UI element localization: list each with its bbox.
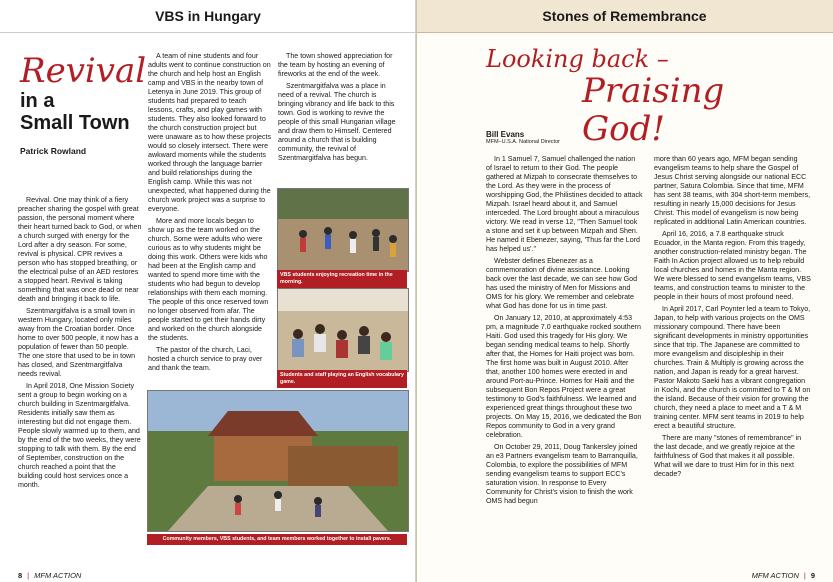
caption-vocab-game: Students and staff playing an English vocabulary game. [277, 370, 407, 388]
right-title-script-2: Praising God! [582, 71, 725, 149]
right-author-role: MFM–U.S.A. National Director [486, 139, 560, 145]
right-col1-paragraph: On January 12, 2010, at approximately 4:53 pm, a magnitude 7.0 earthquake rocked southern Haiti. God used this tragedy for His glory. We began sending medical teams to help. Shortly after that, the Homes for Haiti project was born. The first home was built in August 2010. After that, another 100 homes were erected in and around Port-au-Prince. Homes for Haiti and the subsequent Bon Repos Project were a great testimony to God's faithfulness. We learned and experienced great things throughout these two projects. On May 15, 2016, we dedicated the Bon Repos community to God in a very grand celebration. [486, 314, 642, 439]
left-col-2 [148, 52, 272, 376]
left-section-title: VBS in Hungary [155, 8, 261, 24]
right-col-1 [486, 155, 643, 509]
left-col3-paragraph: Szentmargitfalva was a place in need of a revival. The church is bringing vibrancy and life back to this town. God is working to revive the people of this small Hungarian village and draw them to Himself. Centered around a church that is building community, the revival of Szentmargitfalva has begun. [278, 82, 396, 162]
right-col2-paragraph: In April 2017, Carl Poynter led a team to Tokyo, Japan, to help with various projects on the OMS missionary compound. There have been significant developments in ministry opportunities since that trip. The Japanese are committed to more evangelism and discipleship in their churches. Train & Multiply is growing across the nation, and Japan is ready for a great harvest. Pastor Makoto Saeki has a vibrant congregation in Kochi, and the church is committed to T & M on the island. Because of their vision for growing the church, they need a place to meet and a T & M training center. MFM sent teams in 2019 to help erect a beautiful structure. [654, 305, 811, 430]
photo-vocab-game-image [278, 289, 408, 371]
left-page-number: 8 [18, 570, 23, 580]
right-footer-separator: | [803, 570, 806, 580]
left-footer-separator: | [27, 570, 30, 580]
photo-pavers [147, 390, 409, 532]
left-title-script: Revival [20, 51, 147, 91]
left-title-line2: Small Town [20, 112, 130, 134]
left-col2-paragraph: More and more locals began to show up as the team worked on the church. Some were adults who were curious as to why students might be doing this work. Others were kids who had been at the English camp and wanted to spend more time with the students who had begun to develop relationships with them each morning. The people of this once reserved town no longer observed from afar. The people started to get their hands dirty and worked on the church alongside the students. [148, 217, 269, 342]
right-author: Bill Evans [486, 130, 525, 139]
right-title-script-1: Looking back – [486, 45, 669, 73]
photo-recreation-image [278, 189, 408, 271]
right-col1-paragraph: Webster defines Ebenezer as a commemoration of divine assistance. Looking back over the last decade, we can see how God has used the ministry of Men for Missions and OMS for his glory. We remember and celebrate what God has done for us in time past. [486, 257, 638, 310]
left-col1-paragraph: In April 2018, One Mission Society sent a group to begin working on a church building in Szentmargitfalva. Residents initially saw them as interesting but did not engage them. People slowly warmed up to them, and by the end of the two weeks, they were stopping to talk with them. By the end of September, construction on the church reached a point that the building could host services once a month. [18, 382, 141, 489]
photo-pavers-image [148, 391, 408, 531]
right-col1-paragraph: On October 29, 2011, Doug Tankersley joined an e3 Partners evangelism team to Barranquilla, Colombia, to explore the possibilities of MFM sending evangelism teams to support ECC's saturation vision. In response to Every Community for Christ's vision to finish the work OMS had begun [486, 443, 638, 505]
left-col-3 [278, 52, 402, 166]
right-col2-paragraph: April 16, 2016, a 7.8 earthquake struck Ecuador, in the Manta region. From this tragedy, another construction-related ministry began. The Faith In Action project allowed us to help rebuild local churches and homes in the Manta region. We were blessed to send evangelism teams, VBS teams, and construction teams to minister to the people in their hours of most profound need. [654, 230, 811, 301]
left-footer-magazine: MFM ACTION [34, 570, 82, 580]
right-footer [752, 568, 815, 582]
left-col2-paragraph: A team of nine students and four adults went to continue construction on the church and help host an English camp and VBS in the nearby town of Letenya in June 2019. This group of students had prepared to teach lessons, crafts, and play games with students. They also looked forward to the church construction project but were unaware as to how these projects would so closely intersect. There were awkward moments while the students worked through the language barrier and build relationships during the English camp. While this was not unexpected, what happened during the church work project was a surprise to everyone. [148, 52, 272, 213]
left-footer [18, 568, 81, 582]
left-title-line1: in a [20, 90, 55, 112]
right-footer-magazine: MFM ACTION [751, 570, 799, 580]
caption-pavers: Community members, VBS students, and team members worked together to install pavers. [147, 534, 407, 545]
right-col2-paragraph: There are many "stones of remembrance" in the last decade, and we greatly rejoice at the faithfulness of God that makes it all possible. What will we dare to trust Him for in this next decade? [654, 434, 802, 478]
right-author-block [486, 130, 636, 145]
right-col-2 [654, 155, 811, 482]
left-title-block [20, 52, 145, 156]
photo-recreation [277, 188, 409, 272]
left-author: Patrick Rowland [20, 146, 87, 156]
photo-vocab-game [277, 288, 409, 372]
right-col2-paragraph: more than 60 years ago, MFM began sending evangelism teams to help share the Gospel of Jesus Christ serving alongside our national ECC partner, Satura Colombia. Since that time, MFM has sent 38 teams, with 304 short-term members, resulting in nearly 15,000 decisions for Jesus Christ. This model of evangelism is now being replicated in additional Latin American countries. [654, 155, 811, 226]
left-col2-paragraph: The pastor of the church, Laci, hosted a church service to pray over and thank the team. [148, 346, 263, 372]
left-col1-paragraph: Revival. One may think of a fiery preacher sharing the gospel with great passion, the personal moment where their heart turned back to God, or when a church surged with energy for the Lord after a dry season. For some, revival is physical. CPR revives a person who has stopped breathing, or the electrical pulse of an AED restores a stopped heart. Revival is taking something that was once dead or near death and bringing it back to life. [18, 196, 142, 303]
right-col1-paragraph: In 1 Samuel 7, Samuel challenged the nation of Israel to return to their God. The people gathered at Mizpah to consecrate themselves to the Lord. As they were in the process of worshipping God, the Philistines decided to attack Mizpah. Israel heard about it, and Samuel interceded. The Lord brought about a miraculous victory. We read in verse 12, "Then Samuel took a stone and set it up between Mizpah and Shen. He named it Ebenezer, saying, 'Thus far the Lord has helped us'." [486, 155, 643, 253]
left-col-1 [18, 196, 142, 493]
page-gutter [415, 0, 417, 582]
right-section-header [416, 0, 833, 33]
caption-recreation: VBS students enjoying recreation time in the morning. [277, 270, 407, 288]
left-col3-paragraph: The town showed appreciation for the team by hosting an evening of fireworks at the end of the week. [278, 52, 393, 78]
left-section-header [0, 0, 416, 33]
left-col1-paragraph: Szentmargitfalva is a small town in western Hungary, located only miles away from the Croatian border. Once home to over 500 people, it now has a population of fewer than 50 people. The one store that used to be in town has closed, and Szentmargitfalva needs revival. [18, 307, 139, 378]
right-page-number: 9 [810, 570, 815, 580]
right-section-title: Stones of Remembrance [542, 8, 707, 24]
